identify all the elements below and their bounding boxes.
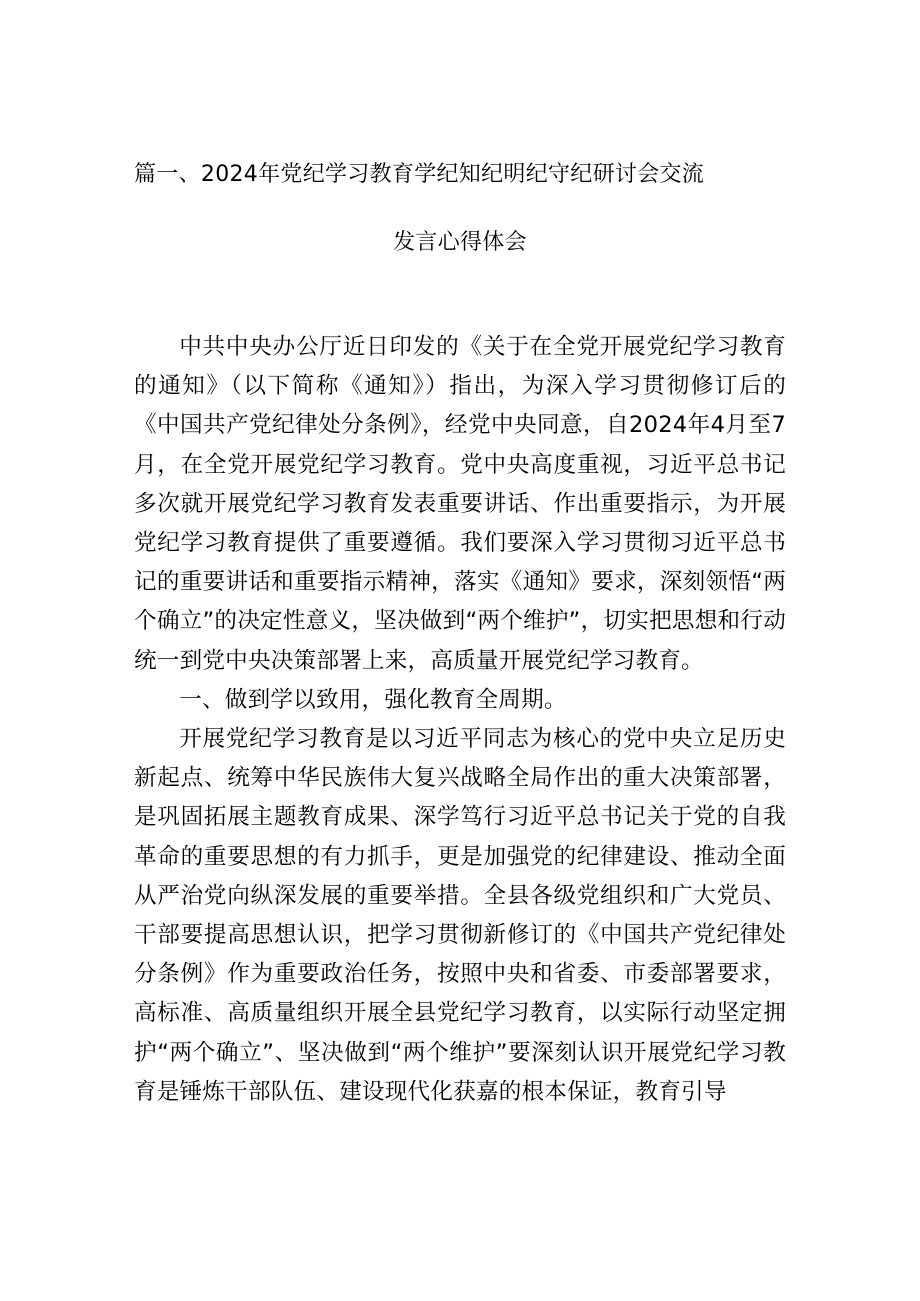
paragraph-intro: 中共中央办公厅近日印发的《关于在全党开展党纪学习教育的通知》（以下简称《通知》）指出，为深入学习贯彻修订后的《中国共产党纪律处分条例》，经党中央同意，自2024年4月至7月，在全党开展党纪学习教育。党中央高度重视，习近平总书记多次就开展党纪学习教育发表重要讲话、作出重要指示，为开展党纪学习教育提供了重要遵循。我们要深入学习贯彻习近平总书记的重要讲话和重要指示精神，落实《通知》要求，深刻领悟“两个确立”的决定性意义，坚决做到“两个维护”，切实把思想和行动统一到党中央决策部署上来，高质量开展党纪学习教育。 [134,334,786,674]
document-body [134,328,786,1112]
document-title-line-2: 发言心得体会 [393,230,527,255]
document-title-line-1: 篇一、2024年党纪学习教育学纪知纪明纪守纪研讨会交流 [134,162,705,187]
paragraph-section-1: 开展党纪学习教育是以习近平同志为核心的党中央立足历史新起点、统筹中华民族伟大复兴战略全局作出的重大决策部署，是巩固拓展主题教育成果、深学笃行习近平总书记关于党的自我革命的重要思想的有力抓手，更是加强党的纪律建设、推动全面从严治党向纵深发展的重要举措。全县各级党组织和广大党员、干部要提高思想认识，把学习贯彻新修订的《中国共产党纪律处分条例》作为重要政治任务，按照中央和省委、市委部署要求，高标准、高质量组织开展全县党纪学习教育，以实际行动坚定拥护“两个确立”、坚决做到“两个维护”要深刻认识开展党纪学习教育是锤炼干部队伍、建设现代化获嘉的根本保证，教育引导 [134,726,786,1105]
section-heading-1: 一、做到学以致用，强化教育全周期。 [179,686,567,713]
